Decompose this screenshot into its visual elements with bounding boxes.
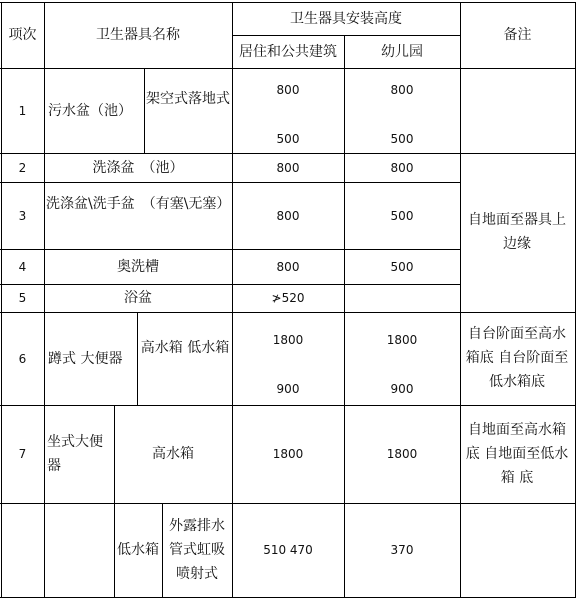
item-no: 7 xyxy=(18,447,27,461)
kinder-height: 1800 xyxy=(386,447,418,461)
item-no: 6 xyxy=(18,351,27,366)
kinder-height: 500 xyxy=(390,259,414,274)
kinder-height-lower: 500 xyxy=(390,132,414,146)
item-no: 5 xyxy=(18,291,27,305)
fixture-name: 蹲式 大便器 xyxy=(48,350,123,367)
header-fixture-name: 卫生器具名称 xyxy=(96,27,180,43)
rule xyxy=(162,503,163,598)
fixture-subtype: 高水箱 xyxy=(152,446,194,462)
fixture-subtype: 架空式落地式 xyxy=(146,91,230,107)
fixture-name: 污水盆（池） xyxy=(48,102,132,119)
rule xyxy=(137,312,138,405)
public-height: 800 xyxy=(276,160,300,175)
fixture-name: 坐式大便器 xyxy=(47,434,103,474)
header-item-no: 项次 xyxy=(8,27,37,43)
remark: 自地面至高水箱底 自地面至低水箱 底 xyxy=(465,422,569,486)
fixture-name: 浴盆 xyxy=(124,290,152,306)
item-no: 3 xyxy=(18,208,27,223)
fixture-variant: 外露排水管式虹吸喷射式 xyxy=(169,518,225,582)
public-height: ≯520 xyxy=(271,291,305,305)
header-install-height: 卫生器具安装高度 xyxy=(290,10,402,27)
kinder-height: 500 xyxy=(390,208,414,223)
kinder-height: 370 xyxy=(390,543,414,557)
fixture-name: 奥洗槽 xyxy=(117,258,159,275)
public-height: 1800 xyxy=(272,447,304,461)
public-height-lower: 900 xyxy=(276,382,300,396)
header-remarks: 备注 xyxy=(503,27,532,43)
public-height-upper: 800 xyxy=(276,83,300,97)
header-kindergarten: 幼儿园 xyxy=(381,43,423,60)
rule xyxy=(460,2,461,598)
kinder-height-upper: 800 xyxy=(390,83,414,97)
public-height: 510 470 xyxy=(263,543,313,557)
public-height: 800 xyxy=(276,208,300,223)
public-height-upper: 1800 xyxy=(272,333,304,347)
public-height: 800 xyxy=(276,259,300,274)
rule xyxy=(144,68,145,153)
kinder-height-upper: 1800 xyxy=(386,333,418,347)
item-no: 2 xyxy=(18,160,27,175)
public-height-lower: 500 xyxy=(276,132,300,146)
fixture-name: 洗涤盆\洗手盆 （有塞\无塞） xyxy=(46,196,231,212)
rule xyxy=(0,597,576,598)
fixture-name: 洗涤盆 （池） xyxy=(92,159,184,176)
kinder-height: 800 xyxy=(390,160,414,175)
item-no: 4 xyxy=(18,259,27,274)
remark: 自台阶面至高水箱底 自台阶面至低水箱底 xyxy=(465,326,569,390)
kinder-height-lower: 900 xyxy=(390,382,414,396)
remark-floor-to-rim: 自地面至器具上边缘 xyxy=(468,212,566,252)
fixture-subtype: 高水箱 低水箱 xyxy=(140,340,230,356)
header-public-buildings: 居住和公共建筑 xyxy=(239,43,337,60)
item-no: 1 xyxy=(18,103,27,118)
fixture-subtype: 低水箱 xyxy=(117,542,159,558)
